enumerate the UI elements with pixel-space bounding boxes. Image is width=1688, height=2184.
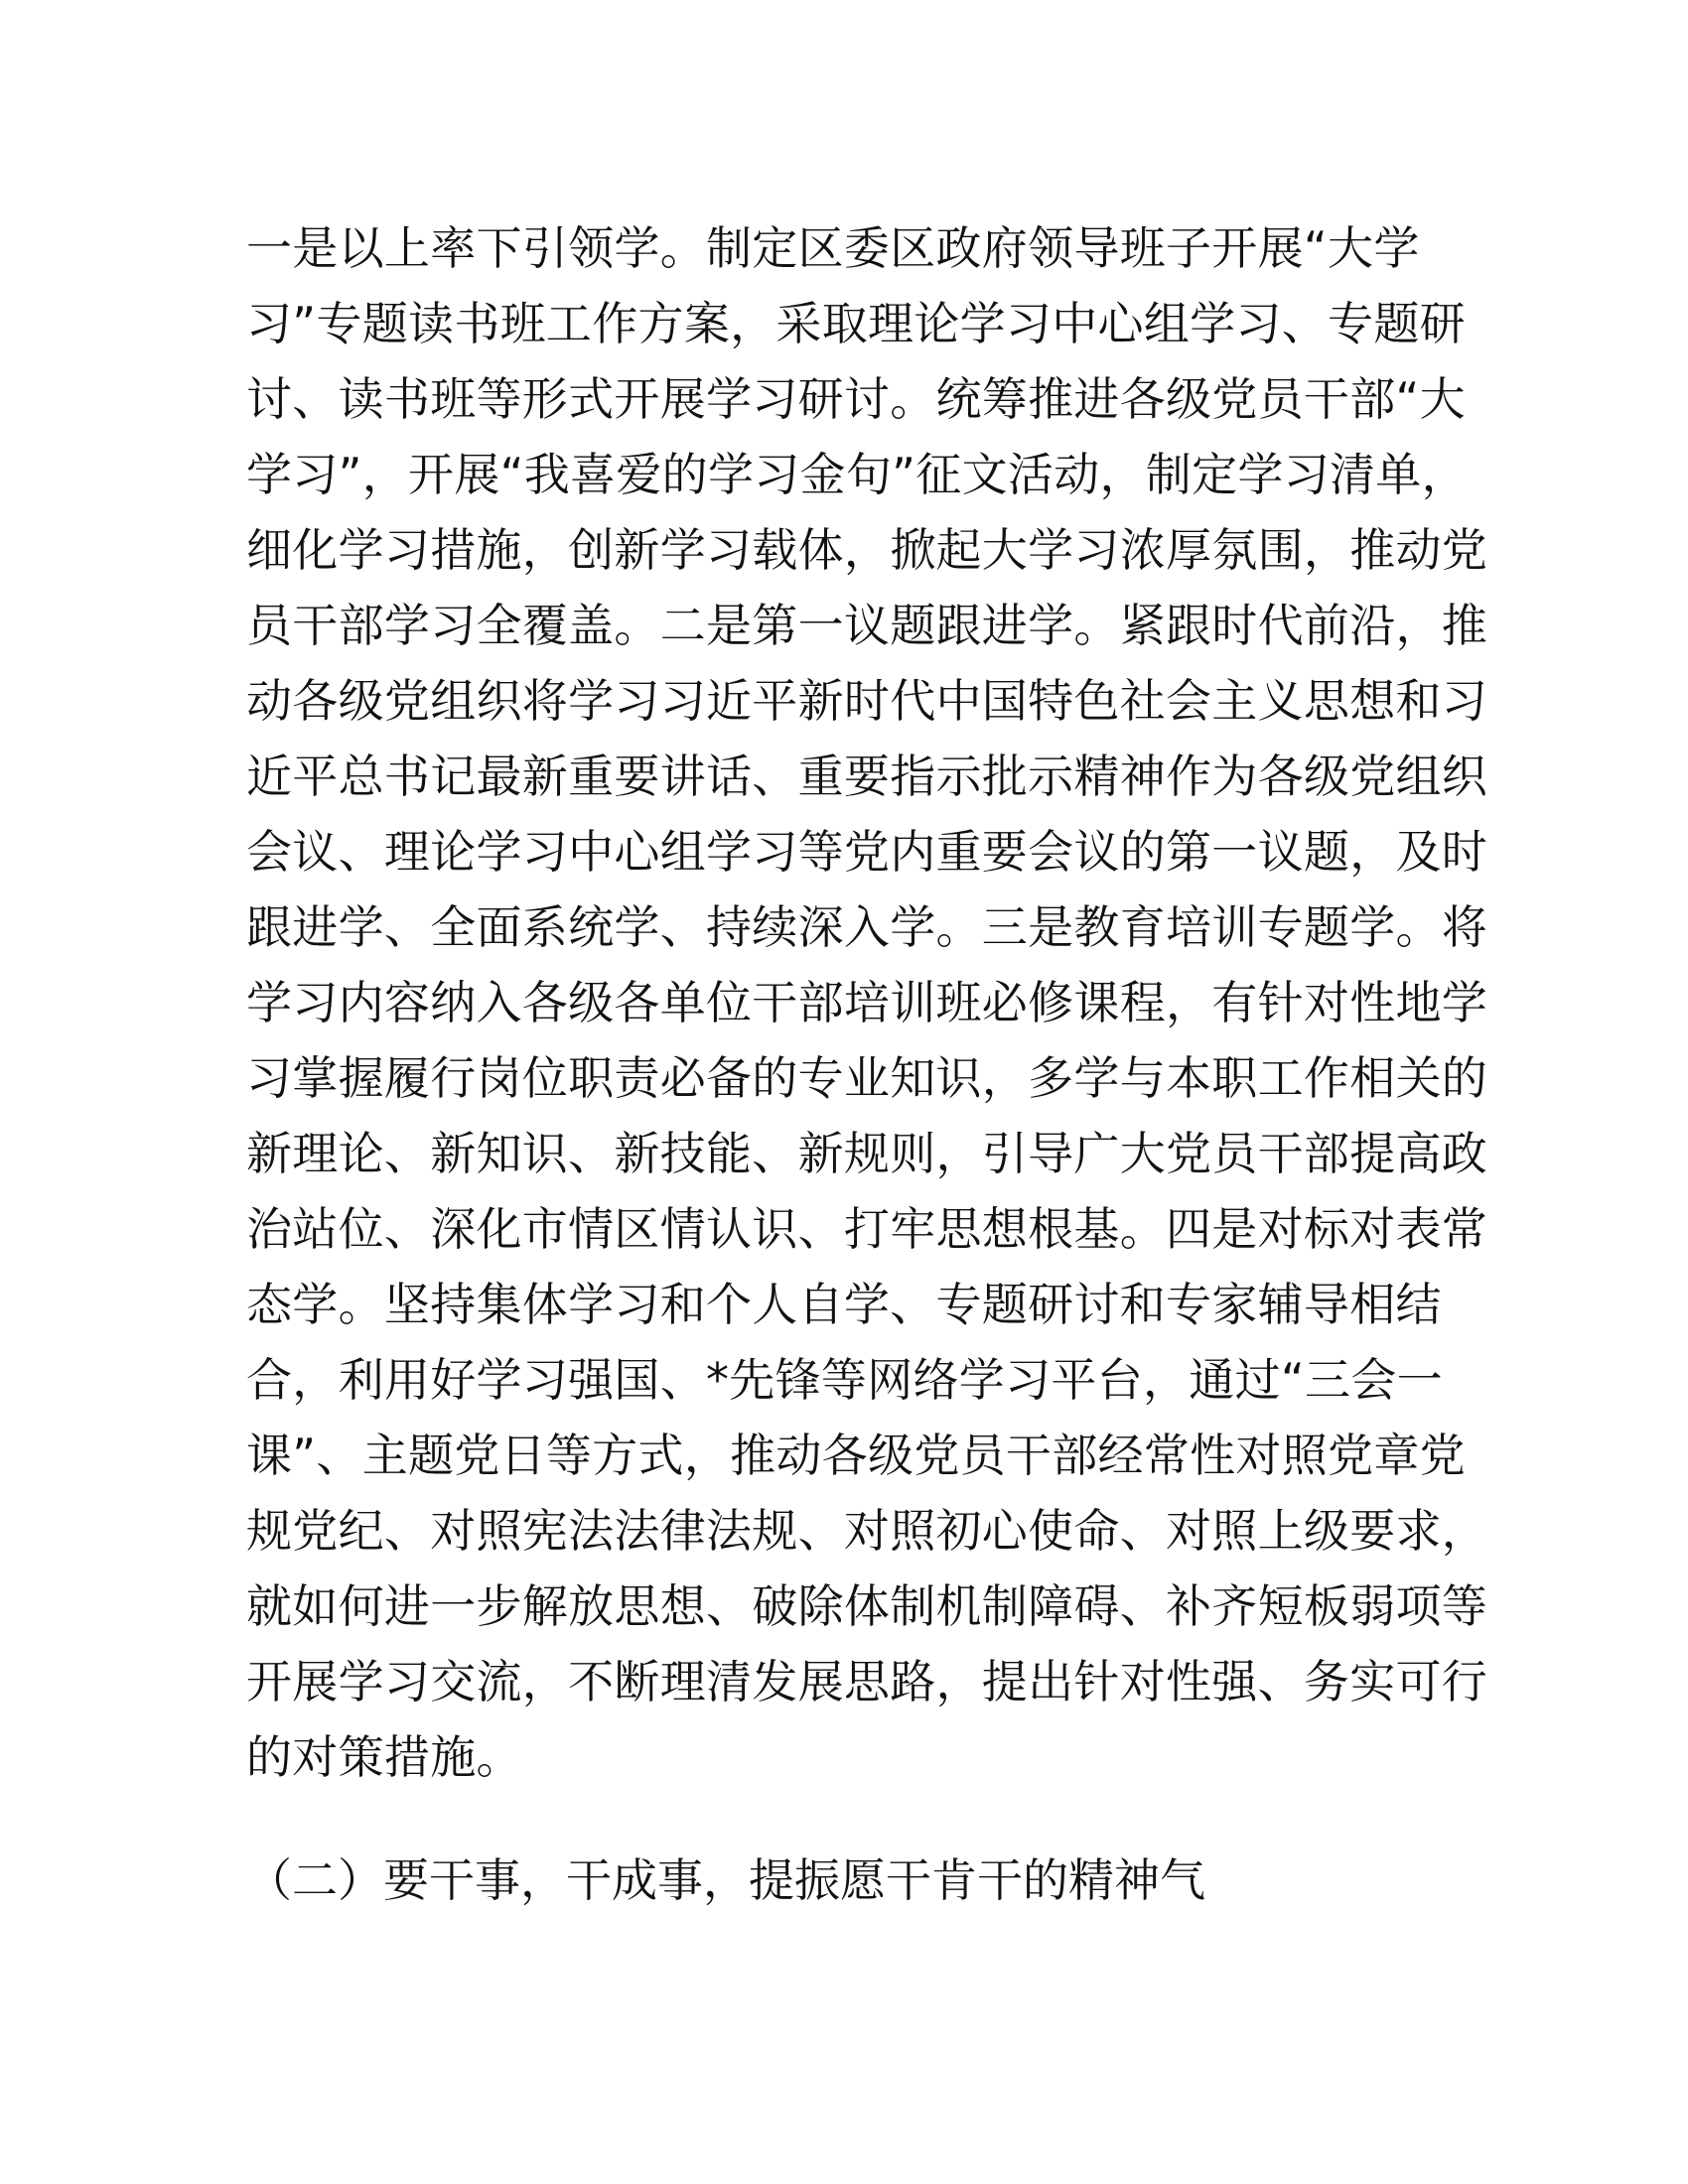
text-line: 规党纪、对照宪法法律法规、对照初心使命、对照上级要求， — [246, 1504, 1488, 1558]
text-line: 就如何进一步解放思想、破除体制机制障碍、补齐短板弱项等 — [246, 1579, 1488, 1633]
text-line: 员干部学习全覆盖。二是第一议题跟进学。紧跟时代前沿，推 — [246, 599, 1488, 652]
text-line: 学习内容纳入各级各单位干部培训班必修课程，有针对性地学 — [246, 976, 1488, 1029]
text-line: 习”专题读书班工作方案，采取理论学习中心组学习、专题研 — [246, 297, 1466, 350]
text-line: 态学。坚持集体学习和个人自学、专题研讨和专家辅导相结 — [246, 1278, 1442, 1331]
text-line: 治站位、深化市情区情认识、打牢思想根基。四是对标对表常 — [246, 1202, 1488, 1256]
text-line: 细化学习措施，创新学习载体，掀起大学习浓厚氛围，推动党 — [246, 523, 1488, 577]
text-line: 合，利用好学习强国、*先锋等网络学习平台，通过“三会一 — [246, 1353, 1443, 1407]
text-line: 开展学习交流，不断理清发展思路，提出针对性强、务实可行 — [246, 1655, 1488, 1708]
text-line: 跟进学、全面系统学、持续深入学。三是教育培训专题学。将 — [246, 900, 1488, 954]
text-line: 习掌握履行岗位职责必备的专业知识，多学与本职工作相关的 — [246, 1051, 1488, 1105]
text-line: 一是以上率下引领学。制定区委区政府领导班子开展“大学 — [246, 221, 1420, 275]
text-line: 新理论、新知识、新技能、新规则，引导广大党员干部提高政 — [246, 1127, 1488, 1180]
text-line: 会议、理论学习中心组学习等党内重要会议的第一议题，及时 — [246, 825, 1488, 879]
section-heading: （二）要干事，干成事，提振愿干肯干的精神气 — [246, 1853, 1205, 1907]
body-paragraph — [246, 210, 1488, 1795]
text-line: 讨、读书班等形式开展学习研讨。统筹推进各级党员干部“大 — [246, 372, 1466, 426]
text-line: 的对策措施。 — [246, 1730, 522, 1784]
text-line: 动各级党组织将学习习近平新时代中国特色社会主义思想和习 — [246, 674, 1488, 728]
text-line: 近平总书记最新重要讲话、重要指示批示精神作为各级党组织 — [246, 750, 1488, 803]
text-line: 课”、主题党日等方式，推动各级党员干部经常性对照党章党 — [246, 1429, 1466, 1482]
text-line: 学习”，开展“我喜爱的学习金句”征文活动，制定学习清单， — [246, 448, 1468, 501]
